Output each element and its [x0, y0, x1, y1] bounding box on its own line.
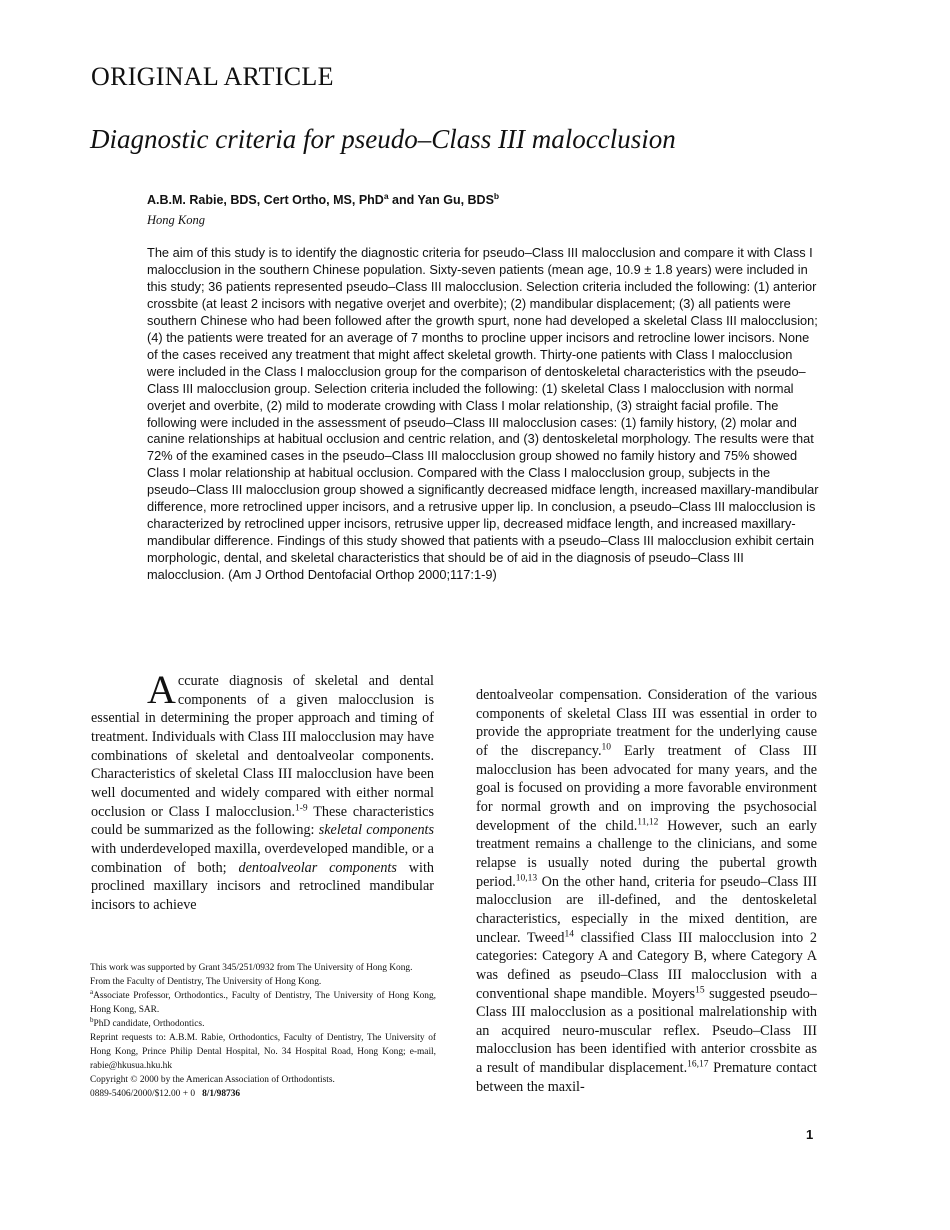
footnote-issn: 0889-5406/2000/$12.00 + 0 8/1/98736: [90, 1089, 241, 1099]
body-text: classified Class III malocclusion into 2 categories: Category A and Category B, where Category A was defined as pseudo–Class III malocclusion with a conventional shape mandible. Moyers: [476, 929, 817, 1002]
body-text: These characteristics could be summarized as the following:: [91, 803, 434, 839]
citation: 16,17: [687, 1059, 709, 1070]
article-title: Diagnostic criteria for pseudo–Class III malocclusion: [90, 124, 676, 154]
author-name: A.B.M. Rabie, BDS, Cert Ortho, MS, PhD: [147, 193, 384, 208]
article-code: 8/1/98736: [202, 1089, 241, 1099]
footnote-affiliation-b: $^b$PhD candidate, Orthodontics.: [90, 1015, 205, 1029]
body-column-right: [476, 686, 817, 1096]
footnote-copyright: Copyright © 2000 by the American Association of Orthodontists.: [90, 1075, 335, 1085]
abstract: The aim of this study is to identify the diagnostic criteria for pseudo–Class III malocclusion and compare it with Class I malocclusion in the southern Chinese population. Sixty-seven patients (mean age, 10.9 ± 1.8 years) were included in this study; 36 patients represented pseudo–Class III malocclusion. Selection criteria included the following: (1) anterior crossbite (at least 2 incisors with negative overjet and overbite); (2) mandibular displacement; (3) all patients were southern Chinese who had been followed after the growth spurt, none had developed a skeletal Class III malocclusion; (4) the patients were treated for an average of 7 months to procline upper incisors and retrocline lower incisors. None of the cases received any treatment that might affect skeletal growth. Thirty-one patients with Class I malocclusion were included in the Class I malocclusion group for the comparison of dentoskeletal characteristics with the pseudo–Class III malocclusion group. Selection criteria included the following: (1) skeletal Class I malocclusion with normal overjet and overbite, (2) mild to moderate crowding with Class I molar relationship, (3) straight facial profile. The following were included in the assessment of pseudo–Class III malocclusion cases: (1) family history, (2) molar and canine relationships at habitual occlusion and centric relation, and (3) dentoskeletal morphology. The results were that 72% of the examined cases in the pseudo–Class III malocclusion group showed no family history and 75% showed Class I molar relationship at habitual occlusion. Compared with the Class I malocclusion group, subjects in the pseudo–Class III malocclusion group showed a significantly decreased midface length, increased maxillary-mandibular difference, more retroclined upper incisors, and a retrusive upper lip. In conclusion, a pseudo–Class III malocclusion is characterized by retroclined upper incisors, retrusive upper lip, decreased midface length, and increased maxillary-mandibular difference. Findings of this study showed that patients with a pseudo–Class III malocclusion exhibit certain morphologic, dental, and skeletal characteristics that should be of aid in the diagnosis of pseudo–Class III malocclusion. (Am J Orthod Dentofacial Orthop 2000;117:1-9): [147, 245, 819, 583]
citation: 14: [564, 928, 574, 939]
affiliation-mark: a: [383, 191, 389, 201]
section-label: ORIGINAL ARTICLE: [91, 62, 334, 91]
citation: 1-9: [295, 802, 308, 813]
body-text: Early treatment of Class III malocclusion has been advocated for many years, and the goal is focused on providing a more favorable environment for normal growth and on improving the psychosocial development of the child.: [476, 742, 818, 834]
footnote-faculty: From the Faculty of Dentistry, The University of Hong Kong.: [90, 977, 322, 987]
author-location: Hong Kong: [147, 213, 205, 227]
page-number: 1: [806, 1127, 814, 1142]
author-line: [147, 191, 499, 207]
citation: 15: [695, 984, 705, 995]
body-text: dentoalveolar compensation. Consideration of the various components of skeletal Class III was essential in order to provide the appropriate treatment for the underlying cause of the discrepancy.: [476, 687, 817, 759]
body-text: However, such an early treatment remains a challenge to the clinicians, and some relapse is usually noted during the pubertal growth period.: [476, 817, 817, 890]
affiliation-mark: b: [90, 1015, 94, 1024]
author-name: Yan Gu, BDS: [417, 193, 494, 208]
citation: 10: [601, 742, 612, 753]
body-text: Premature contact between the maxil-: [476, 1060, 817, 1095]
emphasis-text: dentoalveolar components: [238, 859, 397, 876]
body-column-left: [91, 667, 435, 915]
body-text: with underdeveloped maxilla, overdeveloped mandible, or a combination of both;: [91, 840, 434, 876]
footnote-support: This work was supported by Grant 345/251/0932 from The University of Hong Kong.: [90, 963, 413, 973]
drop-cap: A: [147, 667, 176, 712]
author-connector: and: [388, 193, 418, 208]
body-text: suggested pseudo–Class III malocclusion as a positional malrelationship with an acquired neuro-muscular reflex. Pseudo–Class III malocclusion has been identified with anterior crossbite as a result of mandibular displacement.: [476, 985, 817, 1077]
footnote-reprint: Reprint requests to: A.B.M. Rabie, Orthodontics, Faculty of Dentistry, The University of Hong Kong, Prince Philip Dental Hospital, No. 34 Hospital Road, Hong Kong; e-mail, rabie@hkusua.hku.hk: [90, 1033, 436, 1071]
affiliation-mark: b: [493, 191, 500, 201]
footnotes: [90, 961, 436, 1101]
affiliation-mark: a: [90, 987, 94, 996]
body-text: ccurate diagnosis of skeletal and dental components of a given malocclusion is essential in determining the proper approach and timing of treatment. Individuals with Class III malocclusion may have combinations of skeletal and dentoalveolar components. Characteristics of skeletal Class III malocclusion have been well documented and widely compared with either normal occlusion or Class I malocclusion.: [91, 673, 434, 820]
footnote-affiliation-a: $^a$Associate Professor, Orthodontics., Faculty of Dentistry, The University of Hong Kong, Hong Kong, SAR.: [90, 987, 436, 1015]
body-text: On the other hand, criteria for pseudo–Class III malocclusion are ill-defined, and the dentoskeletal characteristics, especially in the mixed dentition, are unclear. Tweed: [476, 873, 817, 946]
body-text: with proclined maxillary incisors and retroclined mandibular incisors to achieve: [91, 859, 434, 913]
citation: 10,13: [515, 872, 538, 883]
citation: 11,12: [637, 816, 659, 827]
emphasis-text: skeletal components: [318, 822, 435, 839]
